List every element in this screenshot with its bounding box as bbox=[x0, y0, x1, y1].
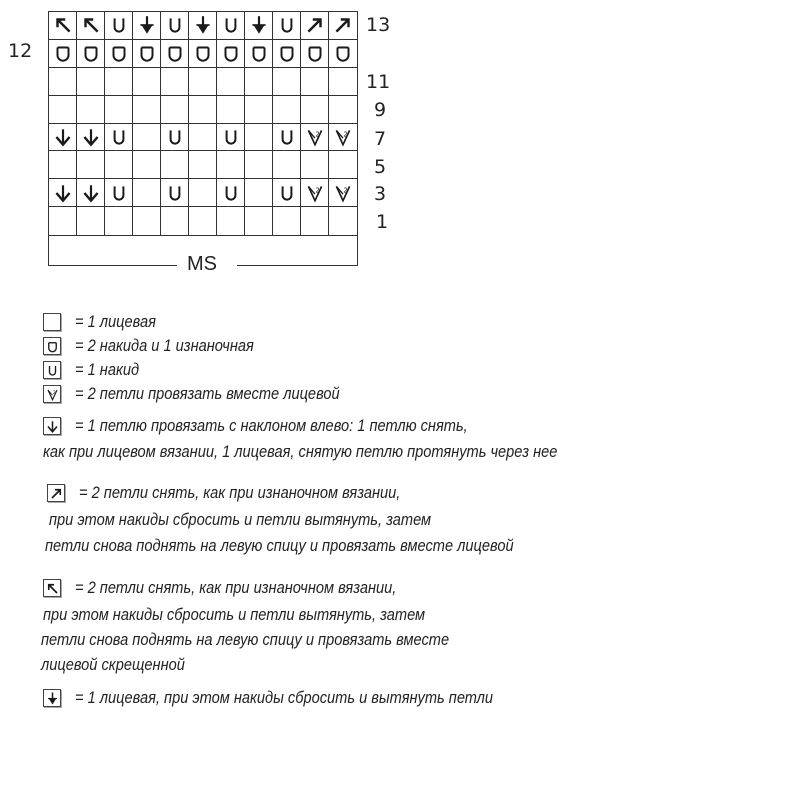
chart-cell bbox=[161, 179, 189, 207]
legend-item-knit-drop bbox=[43, 688, 561, 708]
repeat-label: MS bbox=[187, 253, 217, 275]
double-yarnover-purl-icon bbox=[304, 42, 326, 64]
double-yarnover-purl-icon bbox=[52, 42, 74, 64]
legend-item-2yo-purl bbox=[43, 336, 283, 356]
chart-cell bbox=[105, 40, 133, 68]
knit-symbol-icon bbox=[43, 313, 61, 331]
chart-cell bbox=[161, 12, 189, 40]
chart-cell bbox=[245, 124, 273, 152]
legend-text-continued: петли снова поднять на левую спицу и провязать вместе bbox=[41, 630, 450, 649]
chart-cell bbox=[77, 96, 105, 124]
yarnover-icon bbox=[220, 14, 242, 36]
chart-cell bbox=[133, 40, 161, 68]
chart-cell bbox=[329, 12, 357, 40]
yarnover-icon bbox=[220, 126, 242, 148]
chart-cell bbox=[329, 179, 357, 207]
row-label-9: 9 bbox=[374, 99, 387, 121]
legend-text-continued: при этом накиды сбросить и петли вытянуть, затем bbox=[43, 605, 426, 624]
row-label-13: 13 bbox=[366, 14, 391, 36]
yarnover-icon bbox=[108, 14, 130, 36]
knitting-chart bbox=[48, 11, 358, 236]
chart-cell bbox=[273, 179, 301, 207]
chart-cell bbox=[133, 12, 161, 40]
legend-item-knit bbox=[43, 312, 169, 332]
chart-cell bbox=[329, 124, 357, 152]
chart-cell bbox=[161, 96, 189, 124]
legend-item-k2tog bbox=[43, 384, 383, 404]
chart-cell bbox=[245, 68, 273, 96]
chart-cell bbox=[245, 40, 273, 68]
legend-text: = 2 петли снять, как при изнаночном вязании, bbox=[75, 578, 397, 597]
bracket-line-left bbox=[49, 265, 177, 266]
chart-cell bbox=[273, 151, 301, 179]
chart-cell bbox=[133, 124, 161, 152]
chart-grid bbox=[49, 12, 357, 235]
chart-cell bbox=[77, 151, 105, 179]
yarnover-icon bbox=[164, 14, 186, 36]
chart-cell bbox=[77, 68, 105, 96]
svg-text:2: 2 bbox=[52, 390, 56, 396]
row-label-7: 7 bbox=[374, 128, 387, 150]
chart-cell bbox=[133, 151, 161, 179]
yarnover-icon bbox=[276, 126, 298, 148]
double-yarnover-purl-icon bbox=[43, 337, 61, 355]
left-slant-decrease-icon bbox=[52, 126, 74, 148]
double-yarnover-purl-icon bbox=[332, 42, 354, 64]
chart-cell bbox=[105, 207, 133, 235]
chart-cell bbox=[217, 68, 245, 96]
bracket-line-right bbox=[237, 265, 357, 266]
yarnover-icon bbox=[164, 182, 186, 204]
k2tog-icon bbox=[304, 182, 326, 204]
chart-cell bbox=[133, 179, 161, 207]
legend-item-yarnover bbox=[43, 360, 150, 380]
double-yarnover-purl-icon bbox=[276, 42, 298, 64]
chart-cell bbox=[77, 207, 105, 235]
chart-cell bbox=[49, 151, 77, 179]
double-yarnover-purl-icon bbox=[80, 42, 102, 64]
yarnover-icon bbox=[108, 182, 130, 204]
chart-cell bbox=[161, 151, 189, 179]
row-label-1: 1 bbox=[376, 211, 389, 233]
chart-cell bbox=[329, 96, 357, 124]
chart-cell bbox=[245, 151, 273, 179]
chart-cell bbox=[189, 12, 217, 40]
arrow-down-icon bbox=[248, 14, 270, 36]
double-yarnover-purl-icon bbox=[248, 42, 270, 64]
chart-cell bbox=[133, 96, 161, 124]
legend-text-continued: петли снова поднять на левую спицу и провязать вместе лицевой bbox=[45, 536, 514, 555]
chart-cell bbox=[301, 96, 329, 124]
legend-text-continued: при этом накиды сбросить и петли вытянуть, затем bbox=[49, 510, 432, 529]
chart-cell bbox=[217, 207, 245, 235]
legend-text: = 1 лицевая bbox=[75, 312, 156, 331]
left-slant-decrease-icon bbox=[52, 182, 74, 204]
left-slant-decrease-icon bbox=[80, 126, 102, 148]
chart-cell bbox=[245, 96, 273, 124]
chart-cell bbox=[245, 207, 273, 235]
chart-cell bbox=[273, 207, 301, 235]
k2tog-icon bbox=[304, 126, 326, 148]
legend-text: = 1 накид bbox=[75, 360, 140, 379]
legend-text: = 1 лицевая, при этом накиды сбросить и вытянуть петли bbox=[75, 688, 494, 707]
double-yarnover-purl-icon bbox=[220, 42, 242, 64]
chart-cell bbox=[329, 40, 357, 68]
arrow-up-right-icon bbox=[332, 14, 354, 36]
double-yarnover-purl-icon bbox=[192, 42, 214, 64]
svg-text:2: 2 bbox=[343, 186, 348, 195]
row-label-3: 3 bbox=[374, 183, 387, 205]
chart-cell bbox=[273, 40, 301, 68]
chart-cell bbox=[189, 68, 217, 96]
arrow-up-left-icon bbox=[80, 14, 102, 36]
legend-text: = 2 петли снять, как при изнаночном вязании, bbox=[79, 483, 401, 502]
arrow-up-right-icon bbox=[47, 484, 65, 502]
chart-cell bbox=[161, 124, 189, 152]
chart-cell bbox=[301, 179, 329, 207]
legend-item-left-arrow bbox=[43, 578, 449, 598]
yarnover-icon bbox=[276, 14, 298, 36]
k2tog-icon bbox=[43, 385, 61, 403]
chart-cell bbox=[49, 68, 77, 96]
chart-cell bbox=[301, 151, 329, 179]
chart-cell bbox=[273, 68, 301, 96]
yarnover-icon bbox=[108, 126, 130, 148]
arrow-down-icon bbox=[43, 689, 61, 707]
chart-cell bbox=[329, 151, 357, 179]
chart-cell bbox=[161, 40, 189, 68]
chart-cell bbox=[49, 207, 77, 235]
chart-cell bbox=[301, 207, 329, 235]
svg-text:2: 2 bbox=[343, 130, 348, 139]
chart-cell bbox=[245, 179, 273, 207]
chart-cell bbox=[301, 12, 329, 40]
chart-cell bbox=[77, 179, 105, 207]
chart-cell bbox=[189, 96, 217, 124]
chart-cell bbox=[77, 12, 105, 40]
chart-cell bbox=[105, 179, 133, 207]
left-slant-decrease-icon bbox=[80, 182, 102, 204]
chart-cell bbox=[161, 207, 189, 235]
chart-cell bbox=[105, 151, 133, 179]
chart-cell bbox=[105, 12, 133, 40]
k2tog-icon bbox=[332, 182, 354, 204]
legend-item-right-arrow bbox=[47, 483, 453, 503]
row-label-5: 5 bbox=[374, 156, 387, 178]
repeat-bracket bbox=[48, 236, 358, 275]
chart-cell bbox=[217, 179, 245, 207]
arrow-up-right-icon bbox=[304, 14, 326, 36]
chart-cell bbox=[49, 96, 77, 124]
chart-cell bbox=[301, 124, 329, 152]
legend-text: = 2 петли провязать вместе лицевой bbox=[75, 384, 340, 403]
chart-cell bbox=[105, 96, 133, 124]
chart-cell bbox=[49, 124, 77, 152]
chart-cell bbox=[189, 207, 217, 235]
legend-text-continued: как при лицевом вязании, 1 лицевая, снятую петлю протянуть через нее bbox=[43, 442, 558, 461]
legend-item-ssk bbox=[43, 416, 532, 436]
yarnover-icon bbox=[164, 126, 186, 148]
chart-cell bbox=[77, 40, 105, 68]
chart-cell bbox=[329, 68, 357, 96]
double-yarnover-purl-icon bbox=[136, 42, 158, 64]
chart-cell bbox=[273, 124, 301, 152]
chart-cell bbox=[301, 40, 329, 68]
chart-cell bbox=[49, 179, 77, 207]
chart-cell bbox=[189, 40, 217, 68]
svg-text:2: 2 bbox=[315, 130, 320, 139]
chart-cell bbox=[189, 179, 217, 207]
arrow-up-left-icon bbox=[43, 579, 61, 597]
chart-cell bbox=[105, 68, 133, 96]
chart-cell bbox=[301, 68, 329, 96]
chart-cell bbox=[273, 96, 301, 124]
arrow-down-icon bbox=[192, 14, 214, 36]
double-yarnover-purl-icon bbox=[108, 42, 130, 64]
yarnover-icon bbox=[276, 182, 298, 204]
yarnover-icon bbox=[220, 182, 242, 204]
chart-cell bbox=[217, 124, 245, 152]
chart-cell bbox=[105, 124, 133, 152]
arrow-up-left-icon bbox=[52, 14, 74, 36]
chart-cell bbox=[245, 12, 273, 40]
legend-text-continued: лицевой скрещенной bbox=[41, 655, 185, 674]
chart-cell bbox=[273, 12, 301, 40]
chart-cell bbox=[217, 12, 245, 40]
left-slant-decrease-icon bbox=[43, 417, 61, 435]
legend-text: = 1 петлю провязать с наклоном влево: 1 петлю снять, bbox=[75, 416, 468, 435]
svg-text:2: 2 bbox=[315, 186, 320, 195]
legend-text: = 2 накида и 1 изнаночная bbox=[75, 336, 254, 355]
chart-cell bbox=[217, 151, 245, 179]
chart-cell bbox=[49, 40, 77, 68]
chart-cell bbox=[49, 12, 77, 40]
chart-cell bbox=[189, 151, 217, 179]
chart-cell bbox=[217, 96, 245, 124]
double-yarnover-purl-icon bbox=[164, 42, 186, 64]
k2tog-icon bbox=[332, 126, 354, 148]
yarnover-icon bbox=[43, 361, 61, 379]
chart-cell bbox=[189, 124, 217, 152]
row-label-12: 12 bbox=[8, 40, 33, 62]
chart-cell bbox=[161, 68, 189, 96]
arrow-down-icon bbox=[136, 14, 158, 36]
chart-cell bbox=[329, 207, 357, 235]
chart-cell bbox=[77, 124, 105, 152]
row-label-11: 11 bbox=[366, 71, 391, 93]
chart-cell bbox=[133, 207, 161, 235]
chart-cell bbox=[133, 68, 161, 96]
chart-cell bbox=[217, 40, 245, 68]
